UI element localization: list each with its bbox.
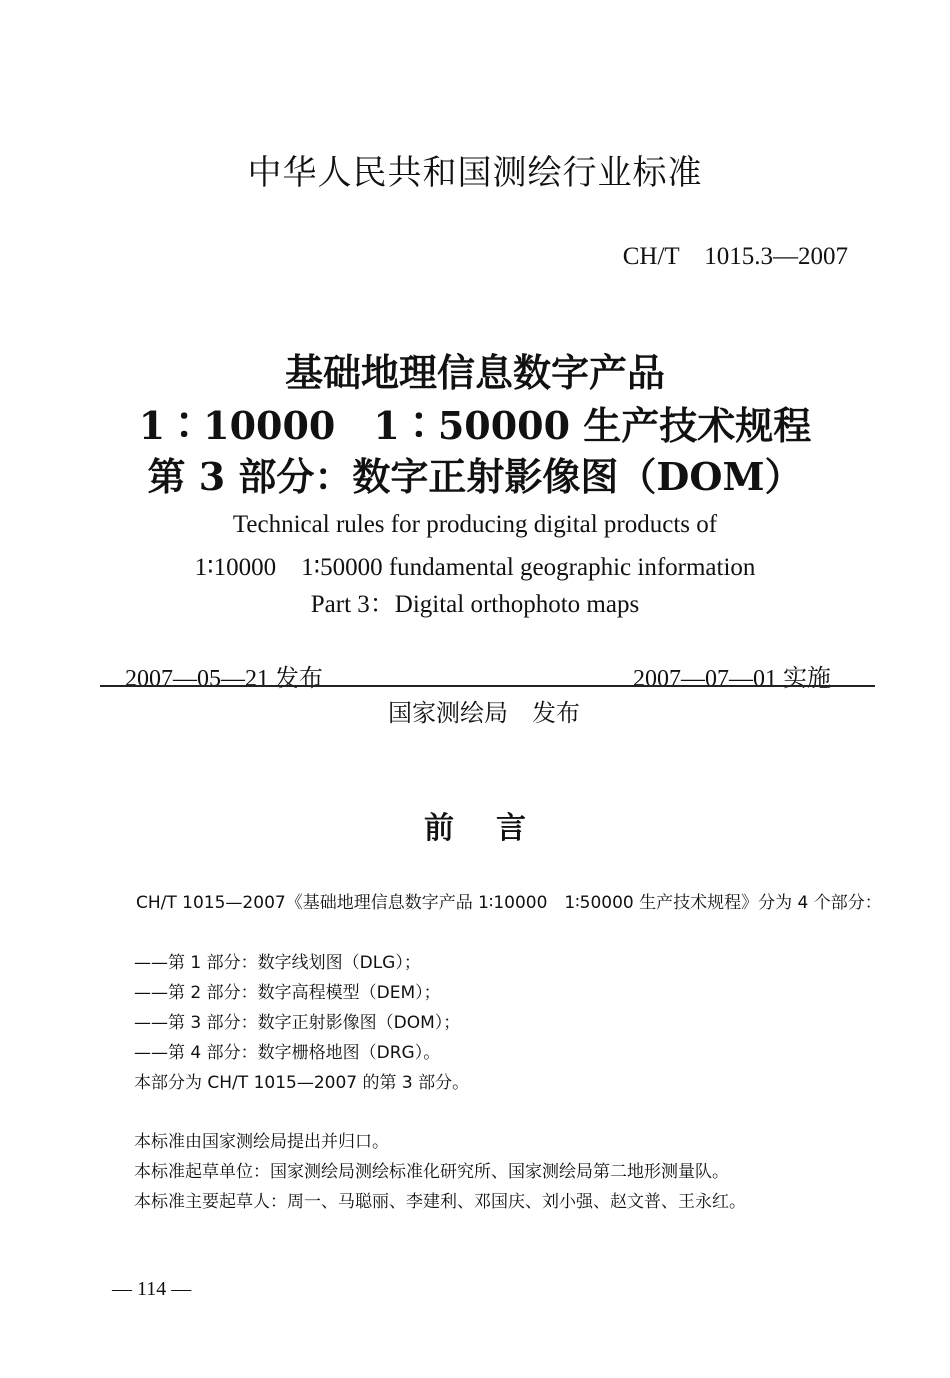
title-cn-line-1: 基础地理信息数字产品 bbox=[284, 350, 665, 395]
drafting-units-statement: 本标准起草单位：国家测绘局测绘标准化研究所、国家测绘局第二地形测量队。 bbox=[134, 1162, 729, 1182]
title-cn-line-2: 1∶10000 1∶50000 生产技术规程 bbox=[138, 403, 812, 448]
list-item: ——第 4 部分：数字栅格地图（DRG）。 bbox=[134, 1043, 441, 1063]
publisher: 国家测绘局 发布 bbox=[388, 699, 580, 727]
date-divider-rule bbox=[100, 685, 875, 687]
title-en-line-2: 1∶10000 1∶50000 fundamental geographic information bbox=[194, 554, 756, 581]
foreword-intro: CH/T 1015—2007《基础地理信息数字产品 1∶10000 1∶50000 生产技术规程》分为 4 个部分： bbox=[136, 893, 882, 913]
title-cn-line-3: 第 3 部分：数字正射影像图（DOM） bbox=[147, 454, 803, 499]
parts-list bbox=[134, 948, 460, 1068]
title-en-line-1: Technical rules for producing digital products of bbox=[232, 511, 718, 538]
implementation-date: 2007—07—01 实施 bbox=[633, 666, 831, 692]
standard-code: CH/T 1015.3—2007 bbox=[622, 243, 848, 270]
list-item: ——第 3 部分：数字正射影像图（DOM）； bbox=[134, 1013, 461, 1033]
foreword-title: 前言 bbox=[424, 811, 568, 846]
page-number: — 114 — bbox=[112, 1278, 192, 1300]
title-en-line-3: Part 3：Digital orthophoto maps bbox=[310, 591, 640, 618]
part-note: 本部分为 CH/T 1015—2007 的第 3 部分。 bbox=[134, 1073, 470, 1093]
proposer-statement: 本标准由国家测绘局提出并归口。 bbox=[134, 1132, 389, 1152]
list-item: ——第 1 部分：数字线划图（DLG）； bbox=[134, 953, 421, 973]
standard-category-header: 中华人民共和国测绘行业标准 bbox=[247, 153, 703, 193]
list-item: ——第 2 部分：数字高程模型（DEM）； bbox=[134, 983, 441, 1003]
issue-date: 2007—05—21 发布 bbox=[125, 666, 323, 692]
drafters-statement: 本标准主要起草人：周一、马聪丽、李建利、邓国庆、刘小强、赵文普、王永红。 bbox=[134, 1192, 746, 1212]
